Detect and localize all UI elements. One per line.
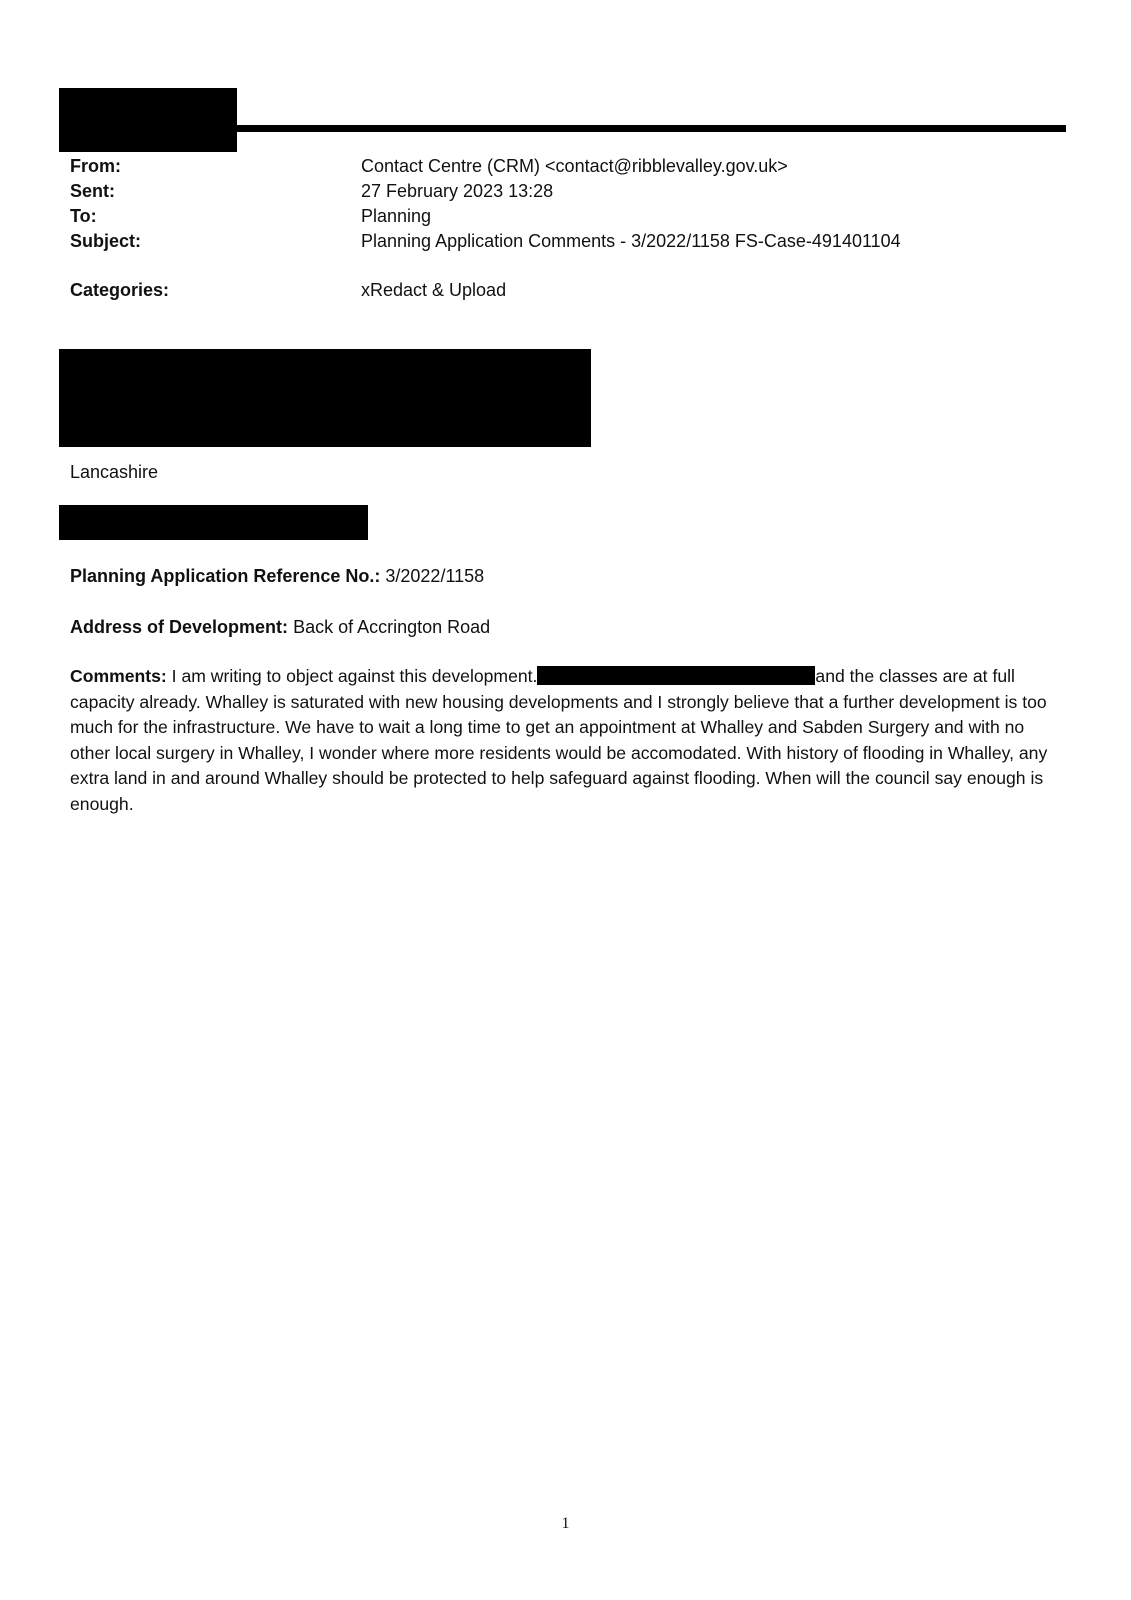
comments-paragraph: [70, 664, 1060, 817]
subject-value: Planning Application Comments - 3/2022/1158 FS-Case-491401104: [361, 231, 901, 251]
page-number: 1: [561, 1515, 570, 1532]
categories-label: Categories:: [70, 280, 170, 300]
to-label: To:: [70, 206, 97, 226]
categories-value: xRedact & Upload: [361, 280, 507, 300]
reference-line: [70, 564, 484, 588]
redacted-contact-line: [59, 505, 368, 540]
to-value: Planning: [361, 206, 432, 226]
reference-label: Planning Application Reference No.:: [70, 566, 381, 586]
redacted-comment-segment: [537, 666, 815, 685]
redacted-address-block: [59, 349, 591, 447]
header-divider: [236, 125, 1066, 132]
development-address-label: Address of Development:: [70, 617, 289, 637]
subject-label: Subject:: [70, 231, 142, 251]
development-address-value: Back of Accrington Road: [293, 617, 491, 637]
reference-value: 3/2022/1158: [385, 566, 485, 586]
sent-value: 27 February 2023 13:28: [361, 181, 554, 201]
from-label: From:: [70, 156, 121, 176]
sent-label: Sent:: [70, 181, 115, 201]
county-text: Lancashire: [70, 462, 159, 482]
from-value: Contact Centre (CRM) <contact@ribblevalley.gov.uk>: [361, 156, 788, 176]
development-address-line: [70, 615, 490, 639]
comments-text-rest: and the classes are at full capacity already. Whalley is saturated with new housing developments and I strongly believe that a further development is too much for the infrastructure. We have to wait a long time to get an appointment at Whalley and Sabden Surgery and with no other local surgery in Whalley, I wonder where more residents would be accomodated. With history of flooding in Whalley, any extra land in and around Whalley should be protected to help safeguard against flooding. When will the council say enough is enough.: [70, 666, 1048, 814]
comments-text-start: I am writing to object against this development.: [171, 666, 538, 686]
redacted-sender-name: [59, 88, 237, 152]
comments-label: Comments:: [70, 666, 167, 686]
